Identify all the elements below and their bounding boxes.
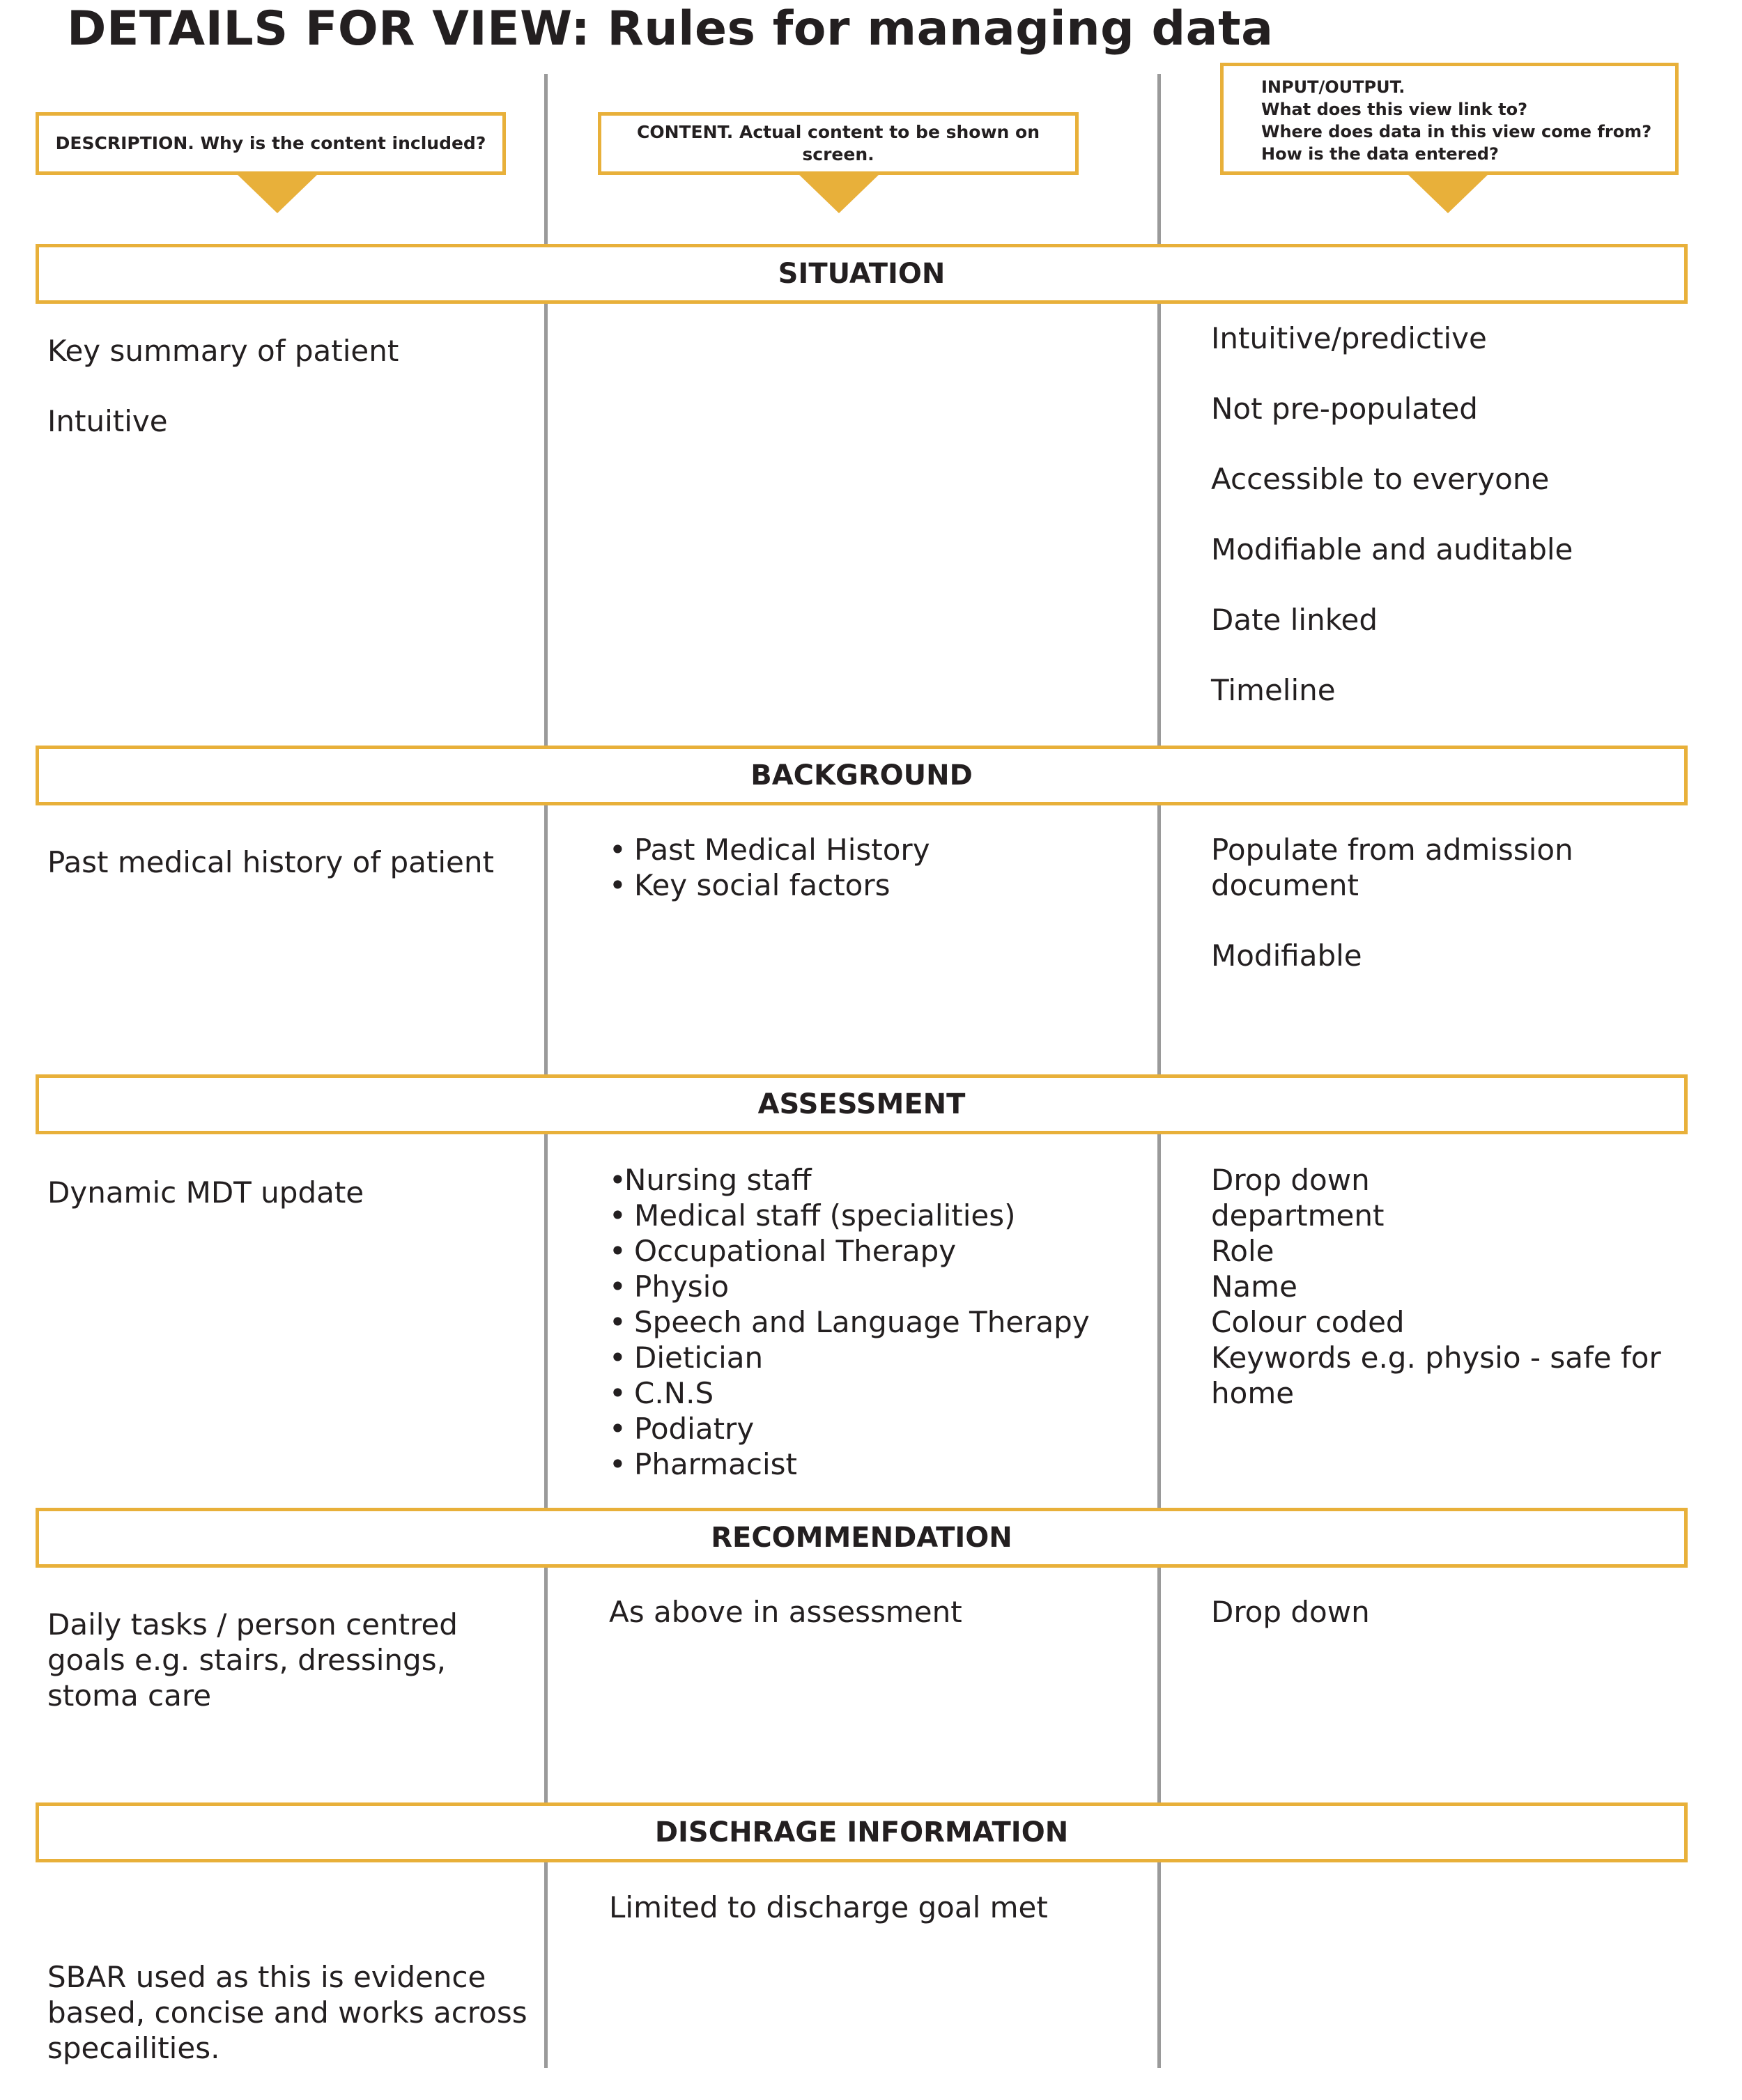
description-item: SBAR used as this is evidence based, concise and works across specailities.: [47, 1960, 527, 2065]
list-item: • Occupational Therapy: [609, 1233, 1090, 1269]
section-title: SITUATION: [778, 258, 946, 290]
io-header-line: How is the data entered?: [1261, 144, 1499, 164]
section-header-situation: [36, 244, 1688, 304]
section-header-assessment: [36, 1074, 1688, 1134]
io-item: Modifiable: [1211, 939, 1362, 973]
section-header-recommendation: [36, 1508, 1688, 1568]
io-item: Name: [1211, 1269, 1297, 1304]
list-item: • Dietician: [609, 1340, 1090, 1375]
description-arrow-icon: [237, 174, 318, 213]
content-list: [609, 1162, 1090, 1482]
description-item: Intuitive: [47, 404, 168, 438]
section-title: BACKGROUND: [750, 759, 973, 792]
io-arrow-icon: [1408, 174, 1488, 213]
recommendation-io: [1211, 1594, 1370, 1630]
description-column-header: [36, 112, 506, 175]
content-item: Limited to discharge goal met: [609, 1890, 1048, 1924]
background-content: [609, 832, 930, 903]
page-title: DETAILS FOR VIEW: Rules for managing data: [67, 1, 1274, 56]
io-item: department: [1211, 1198, 1385, 1233]
content-header-label: CONTENT. Actual content to be shown on screen.: [636, 122, 1040, 164]
io-column-header: [1220, 63, 1679, 175]
io-header-line: Where does data in this view come from?: [1261, 122, 1652, 141]
list-item: • Podiatry: [609, 1411, 1090, 1446]
content-arrow-icon: [799, 174, 879, 213]
situation-description: [47, 333, 399, 439]
discharge-description: [47, 1959, 535, 2066]
list-item: • Pharmacist: [609, 1446, 1090, 1482]
io-item: Keywords e.g. physio - safe for: [1211, 1341, 1661, 1375]
description-item: Past medical history of patient: [47, 845, 494, 879]
list-item: • Physio: [609, 1269, 1090, 1304]
assessment-io: [1211, 1162, 1661, 1411]
situation-io: [1211, 321, 1573, 708]
column-divider-left: [544, 74, 548, 2068]
io-item: Timeline: [1211, 673, 1336, 707]
io-item: Date linked: [1211, 603, 1378, 637]
background-description: [47, 844, 494, 880]
io-item: Not pre-populated: [1211, 392, 1478, 426]
column-divider-right: [1157, 74, 1161, 2068]
io-item: Intuitive/predictive: [1211, 321, 1487, 355]
io-header-line: INPUT/OUTPUT.: [1261, 77, 1405, 97]
assessment-description: [47, 1175, 364, 1210]
io-item: home: [1211, 1376, 1295, 1410]
description-item: Key summary of patient: [47, 334, 399, 368]
recommendation-description: [47, 1607, 528, 1713]
io-item: Modifiable and auditable: [1211, 532, 1573, 566]
list-item: • Nursing staff: [609, 1162, 1090, 1198]
io-item: Drop down: [1211, 1163, 1370, 1197]
description-item: Daily tasks / person centred goals e.g. stairs, dressings, stoma care: [47, 1607, 458, 1713]
section-title: RECOMMENDATION: [711, 1522, 1012, 1554]
content-column-header: [598, 112, 1079, 175]
description-header-label: DESCRIPTION. Why is the content included?: [55, 133, 486, 153]
io-item: Drop down: [1211, 1595, 1370, 1629]
io-header-line: What does this view link to?: [1261, 100, 1528, 119]
list-item: • Medical staff (specialities): [609, 1198, 1090, 1233]
section-title: ASSESSMENT: [757, 1088, 966, 1120]
section-header-discharge: [36, 1802, 1688, 1862]
description-item: Dynamic MDT update: [47, 1175, 364, 1210]
io-item: Colour coded: [1211, 1305, 1405, 1339]
section-title: DISCHRAGE INFORMATION: [654, 1816, 1069, 1848]
list-item: • Speech and Language Therapy: [609, 1304, 1090, 1340]
recommendation-content: [609, 1594, 962, 1630]
content-list: [609, 832, 930, 903]
background-io: [1211, 832, 1643, 973]
list-item: • Past Medical History: [609, 832, 930, 867]
list-item: • Key social factors: [609, 867, 930, 903]
io-item: Accessible to everyone: [1211, 462, 1550, 496]
list-item: • C.N.S: [609, 1375, 1090, 1411]
io-item: Role: [1211, 1234, 1274, 1268]
io-item: Populate from admission document: [1211, 833, 1573, 902]
content-item: As above in assessment: [609, 1595, 962, 1629]
discharge-content: [609, 1890, 1048, 1925]
assessment-content: [609, 1162, 1090, 1482]
section-header-background: [36, 746, 1688, 805]
